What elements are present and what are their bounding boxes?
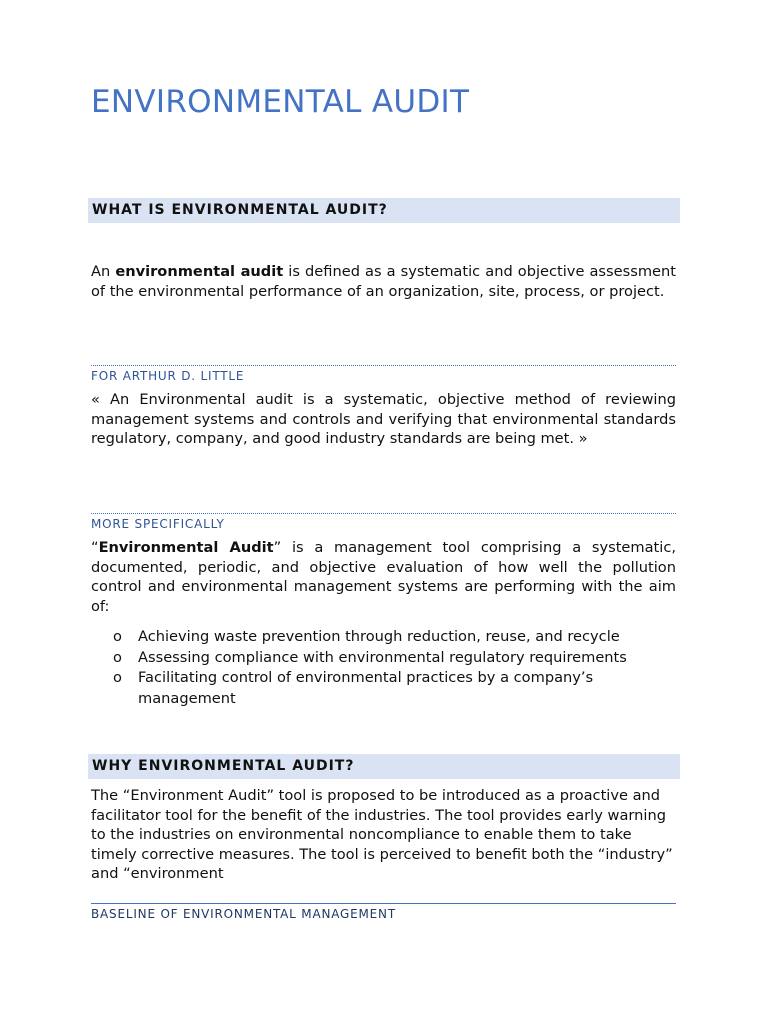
definition-paragraph xyxy=(91,262,676,301)
why-paragraph: The “Environment Audit” tool is proposed to be introduced as a proactive and facilitator tool for the benefit of the industries. The tool provides early warning to the industries on environmental noncompliance to enable them to take timely corrective measures. The tool is perceived to benefit both the “industry” and “environment xyxy=(91,787,673,883)
definition-text-start: An xyxy=(91,263,116,280)
aims-list xyxy=(113,627,673,709)
list-item xyxy=(113,668,673,709)
subheading-arthur-d-little: FOR ARTHUR D. LITTLE xyxy=(91,365,676,383)
section-heading-what-is: WHAT IS ENVIRONMENTAL AUDIT? xyxy=(88,198,680,223)
bullet-marker: o xyxy=(113,669,122,686)
list-item xyxy=(113,627,673,648)
list-item-text: Achieving waste prevention through reduction, reuse, and recycle xyxy=(138,628,620,645)
specific-text: ” is a management tool comprising a systematic, documented, periodic, and objective evaluation of how well the pollution control and environmental management systems are performing with the aim of: xyxy=(91,539,677,615)
specific-bold-term: Environmental Audit xyxy=(98,539,274,556)
specific-paragraph xyxy=(91,538,676,616)
subheading-baseline: BASELINE OF ENVIRONMENTAL MANAGEMENT xyxy=(91,903,676,921)
document-title: ENVIRONMENTAL AUDIT xyxy=(91,84,470,120)
specific-open-quote: “ xyxy=(91,539,99,556)
definition-bold-term: environmental audit xyxy=(115,263,284,280)
list-item-text: Assessing compliance with environmental regulatory requirements xyxy=(138,648,627,666)
list-item xyxy=(113,648,673,669)
definition-text-end: is defined as a systematic and objective assessment of the environmental performance of an organization, site, process, or project. xyxy=(91,263,676,300)
list-item-text: Facilitating control of environmental practices by a company’s management xyxy=(138,669,594,707)
section-heading-why: WHY ENVIRONMENTAL AUDIT? xyxy=(88,754,680,779)
quote-paragraph: « An Environmental audit is a systematic, objective method of reviewing management systems and controls and verifying that environmental standards regulatory, company, and good industry standards are being met. » xyxy=(91,391,676,448)
bullet-marker: o xyxy=(113,648,122,666)
subheading-more-specifically: MORE SPECIFICALLY xyxy=(91,513,676,531)
bullet-marker: o xyxy=(113,628,122,645)
